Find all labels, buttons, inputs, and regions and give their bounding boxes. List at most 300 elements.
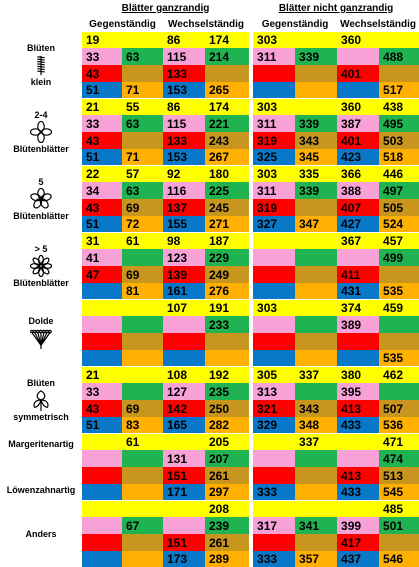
key-cell [163, 316, 205, 333]
key-cell: 33 [82, 383, 122, 400]
key-cell: 47 [82, 266, 122, 283]
key-cell: 427 [337, 216, 379, 232]
key-cell: 245 [205, 199, 249, 216]
key-cell: 43 [82, 65, 122, 82]
key-cell [122, 450, 163, 467]
key-cell: 221 [205, 115, 249, 132]
key-cell: 235 [205, 383, 249, 400]
key-cell: 261 [205, 467, 249, 484]
table-row [0, 501, 419, 517]
key-cell: 313 [253, 383, 295, 400]
key-cell [122, 467, 163, 484]
key-cell: 389 [337, 316, 379, 333]
key-cell [379, 266, 419, 283]
key-cell: 311 [253, 182, 295, 199]
row-header-title: 5 [0, 177, 82, 187]
key-cell: 205 [205, 434, 249, 450]
key-cell: 499 [379, 249, 419, 266]
subheader-alternate-2: Wechselständig [337, 16, 419, 32]
key-cell [122, 32, 163, 48]
key-cell: 388 [337, 182, 379, 199]
key-cell [295, 350, 337, 366]
row-header [0, 166, 82, 232]
key-cell [253, 65, 295, 82]
key-cell: 462 [379, 367, 419, 383]
key-cell: 282 [205, 417, 249, 433]
key-cell: 333 [253, 551, 295, 567]
key-cell: 115 [163, 48, 205, 65]
key-cell: 457 [379, 233, 419, 249]
key-cell [205, 65, 249, 82]
many-petal-flower-icon [30, 255, 52, 277]
key-cell: 417 [337, 534, 379, 551]
key-cell: 374 [337, 300, 379, 316]
key-cell: 51 [82, 149, 122, 165]
corner-cell-2 [0, 16, 82, 32]
key-cell [295, 249, 337, 266]
key-cell: 305 [253, 367, 295, 383]
key-cell: 431 [337, 283, 379, 299]
row-header [0, 501, 82, 567]
key-cell: 433 [337, 417, 379, 433]
key-cell: 507 [379, 400, 419, 417]
key-cell [253, 333, 295, 350]
table-row [0, 233, 419, 249]
key-cell: 517 [379, 82, 419, 98]
key-cell: 139 [163, 266, 205, 283]
key-cell: 513 [379, 467, 419, 484]
key-cell: 131 [163, 450, 205, 467]
key-cell [295, 501, 337, 517]
key-cell: 233 [205, 316, 249, 333]
key-cell: 433 [337, 484, 379, 500]
key-cell: 173 [163, 551, 205, 567]
key-cell: 311 [253, 48, 295, 65]
key-cell: 343 [295, 132, 337, 149]
key-cell: 67 [122, 517, 163, 534]
key-cell [205, 333, 249, 350]
key-cell [122, 534, 163, 551]
key-cell [295, 233, 337, 249]
key-cell: 187 [205, 233, 249, 249]
key-cell: 180 [205, 166, 249, 182]
table-row [0, 300, 419, 316]
key-cell: 471 [379, 434, 419, 450]
key-cell [122, 316, 163, 333]
key-cell: 265 [205, 82, 249, 98]
key-cell [337, 434, 379, 450]
key-cell: 41 [82, 249, 122, 266]
key-cell: 243 [205, 132, 249, 149]
key-cell [295, 383, 337, 400]
key-cell: 123 [163, 249, 205, 266]
row-header-title: Margeritenartig [0, 439, 82, 449]
key-cell [205, 350, 249, 366]
key-cell: 98 [163, 233, 205, 249]
key-cell: 321 [253, 400, 295, 417]
key-cell: 174 [205, 99, 249, 115]
key-cell [379, 316, 419, 333]
key-cell: 395 [337, 383, 379, 400]
key-cell: 317 [253, 517, 295, 534]
key-cell: 546 [379, 551, 419, 567]
key-cell: 311 [253, 115, 295, 132]
key-cell [295, 99, 337, 115]
key-cell: 366 [337, 166, 379, 182]
key-cell [253, 450, 295, 467]
key-cell [163, 517, 205, 534]
key-cell: 43 [82, 132, 122, 149]
row-header-subtitle: klein [0, 77, 82, 87]
key-cell [295, 467, 337, 484]
key-cell: 380 [337, 367, 379, 383]
key-cell: 488 [379, 48, 419, 65]
key-cell: 333 [253, 484, 295, 500]
key-cell: 208 [205, 501, 249, 517]
table-row [0, 166, 419, 182]
key-cell [379, 32, 419, 48]
key-cell [253, 467, 295, 484]
key-cell: 133 [163, 132, 205, 149]
key-cell: 303 [253, 99, 295, 115]
key-cell: 57 [122, 166, 163, 182]
row-header-subtitle: Blütenblätter [0, 211, 82, 221]
table-row [0, 367, 419, 383]
row-header-title: Dolde [0, 316, 82, 326]
key-cell: 151 [163, 534, 205, 551]
key-cell: 339 [295, 182, 337, 199]
key-cell [82, 484, 122, 500]
key-cell: 401 [337, 132, 379, 149]
key-cell [337, 82, 379, 98]
table-row [0, 99, 419, 115]
key-cell [82, 300, 122, 316]
key-cell: 536 [379, 417, 419, 433]
row-header [0, 32, 82, 98]
key-cell: 329 [253, 417, 295, 433]
key-cell: 503 [379, 132, 419, 149]
key-cell: 21 [82, 367, 122, 383]
four-petal-flower-icon [30, 121, 52, 143]
key-cell: 360 [337, 32, 379, 48]
key-cell [253, 434, 295, 450]
key-cell [82, 316, 122, 333]
key-cell: 239 [205, 517, 249, 534]
subheader-opposite-2: Gegenständig [253, 16, 337, 32]
key-cell: 55 [122, 99, 163, 115]
row-header-subtitle: symmetrisch [0, 412, 82, 422]
key-cell: 69 [122, 400, 163, 417]
key-cell: 207 [205, 450, 249, 467]
key-cell: 107 [163, 300, 205, 316]
row-header-title: Anders [0, 529, 82, 539]
key-cell [163, 350, 205, 366]
key-cell [337, 501, 379, 517]
key-cell: 191 [205, 300, 249, 316]
five-petal-flower-icon [30, 188, 52, 210]
key-cell: 535 [379, 283, 419, 299]
key-cell [122, 350, 163, 366]
key-cell [295, 484, 337, 500]
key-cell: 357 [295, 551, 337, 567]
key-cell [295, 82, 337, 98]
key-cell [337, 350, 379, 366]
key-cell [337, 48, 379, 65]
key-cell [163, 501, 205, 517]
key-cell: 303 [253, 166, 295, 182]
key-cell: 51 [82, 216, 122, 232]
key-cell [253, 283, 295, 299]
key-cell: 348 [295, 417, 337, 433]
key-cell: 192 [205, 367, 249, 383]
row-header [0, 99, 82, 165]
key-cell [295, 300, 337, 316]
table-row [0, 32, 419, 48]
row-header-title: > 5 [0, 244, 82, 254]
key-cell: 297 [205, 484, 249, 500]
key-cell [82, 467, 122, 484]
key-cell [295, 316, 337, 333]
key-cell [379, 383, 419, 400]
key-cell [295, 534, 337, 551]
key-cell: 497 [379, 182, 419, 199]
key-cell: 81 [122, 283, 163, 299]
key-cell: 339 [295, 48, 337, 65]
key-cell: 83 [122, 417, 163, 433]
row-header-subtitle: Löwenzahnartig [0, 485, 82, 495]
key-cell: 267 [205, 149, 249, 165]
key-cell [82, 283, 122, 299]
key-cell: 387 [337, 115, 379, 132]
row-header-title: 2-4 [0, 110, 82, 120]
key-cell [295, 199, 337, 216]
key-cell: 19 [82, 32, 122, 48]
key-cell [82, 350, 122, 366]
key-cell: 501 [379, 517, 419, 534]
key-cell [122, 383, 163, 400]
key-cell: 345 [295, 149, 337, 165]
key-cell: 339 [295, 115, 337, 132]
key-cell [337, 333, 379, 350]
key-cell: 535 [379, 350, 419, 366]
key-cell: 161 [163, 283, 205, 299]
key-cell: 411 [337, 266, 379, 283]
key-cell: 474 [379, 450, 419, 467]
key-cell [337, 450, 379, 467]
key-cell [379, 534, 419, 551]
key-cell [253, 266, 295, 283]
key-cell: 21 [82, 99, 122, 115]
key-cell: 116 [163, 182, 205, 199]
key-cell [295, 266, 337, 283]
key-cell [163, 434, 205, 450]
key-cell [163, 333, 205, 350]
key-cell [82, 450, 122, 467]
key-cell: 63 [122, 182, 163, 199]
subheader-opposite-1: Gegenständig [82, 16, 163, 32]
subheader-alternate-1: Wechselständig [163, 16, 249, 32]
key-cell [337, 249, 379, 266]
key-cell: 165 [163, 417, 205, 433]
key-cell: 151 [163, 467, 205, 484]
key-cell: 63 [122, 48, 163, 65]
key-cell: 337 [295, 367, 337, 383]
key-cell: 51 [82, 82, 122, 98]
key-cell [122, 333, 163, 350]
key-cell [82, 551, 122, 567]
key-cell: 71 [122, 82, 163, 98]
key-cell: 276 [205, 283, 249, 299]
table-row [0, 434, 419, 450]
key-cell: 43 [82, 199, 122, 216]
key-cell: 446 [379, 166, 419, 182]
key-cell: 22 [82, 166, 122, 182]
row-header-title: Blüten [0, 378, 82, 388]
key-cell [122, 551, 163, 567]
key-cell: 92 [163, 166, 205, 182]
symmetric-flower-icon [30, 389, 52, 411]
header-leaves-entire: Blätter ganzrandig [82, 0, 249, 16]
key-cell: 327 [253, 216, 295, 232]
key-cell: 343 [295, 400, 337, 417]
row-header [0, 367, 82, 433]
key-cell: 423 [337, 149, 379, 165]
key-cell: 413 [337, 467, 379, 484]
header-leaves-not-entire: Blätter nicht ganzrandig [253, 0, 419, 16]
umbel-icon [30, 327, 52, 349]
corner-cell [0, 0, 82, 16]
key-cell: 61 [122, 233, 163, 249]
key-cell: 367 [337, 233, 379, 249]
key-cell: 495 [379, 115, 419, 132]
key-cell [253, 233, 295, 249]
key-cell: 137 [163, 199, 205, 216]
key-cell: 33 [82, 115, 122, 132]
row-header [0, 300, 82, 366]
key-cell [379, 333, 419, 350]
key-cell: 437 [337, 551, 379, 567]
row-header-title: Blüten [0, 43, 82, 53]
key-cell: 341 [295, 517, 337, 534]
key-cell [253, 249, 295, 266]
key-cell [122, 501, 163, 517]
key-cell: 72 [122, 216, 163, 232]
small-flowers-icon [30, 54, 52, 76]
key-cell [122, 65, 163, 82]
key-cell: 115 [163, 115, 205, 132]
key-cell [122, 249, 163, 266]
key-cell [253, 350, 295, 366]
key-cell: 86 [163, 32, 205, 48]
key-cell: 289 [205, 551, 249, 567]
key-cell: 155 [163, 216, 205, 232]
row-header-subtitle: Blütenblätter [0, 278, 82, 288]
key-cell: 347 [295, 216, 337, 232]
key-cell: 505 [379, 199, 419, 216]
key-cell [82, 434, 122, 450]
key-cell: 249 [205, 266, 249, 283]
key-cell: 335 [295, 166, 337, 182]
key-cell: 69 [122, 199, 163, 216]
row-header-subtitle: Blütenblätter [0, 144, 82, 154]
key-cell: 133 [163, 65, 205, 82]
key-cell: 31 [82, 233, 122, 249]
key-cell: 86 [163, 99, 205, 115]
key-cell: 174 [205, 32, 249, 48]
key-cell: 71 [122, 149, 163, 165]
key-cell: 401 [337, 65, 379, 82]
key-cell [295, 450, 337, 467]
key-cell: 214 [205, 48, 249, 65]
key-cell: 271 [205, 216, 249, 232]
key-cell: 319 [253, 199, 295, 216]
key-cell: 524 [379, 216, 419, 232]
key-cell [82, 333, 122, 350]
key-cell [379, 65, 419, 82]
key-cell: 33 [82, 48, 122, 65]
key-cell: 61 [122, 434, 163, 450]
key-cell [82, 501, 122, 517]
key-cell: 303 [253, 300, 295, 316]
key-cell: 438 [379, 99, 419, 115]
key-cell: 360 [337, 99, 379, 115]
key-cell [82, 534, 122, 551]
key-cell: 407 [337, 199, 379, 216]
key-cell [295, 32, 337, 48]
key-cell [253, 82, 295, 98]
key-cell: 108 [163, 367, 205, 383]
key-cell [82, 517, 122, 534]
key-cell: 153 [163, 82, 205, 98]
key-cell: 319 [253, 132, 295, 149]
row-header [0, 233, 82, 299]
key-cell [122, 484, 163, 500]
key-cell: 153 [163, 149, 205, 165]
key-cell: 518 [379, 149, 419, 165]
key-cell: 545 [379, 484, 419, 500]
key-cell [253, 501, 295, 517]
key-cell: 261 [205, 534, 249, 551]
key-cell [122, 132, 163, 149]
key-cell [253, 316, 295, 333]
key-cell: 337 [295, 434, 337, 450]
key-cell [253, 534, 295, 551]
key-cell [122, 300, 163, 316]
key-cell [122, 367, 163, 383]
key-cell: 229 [205, 249, 249, 266]
key-cell: 399 [337, 517, 379, 534]
key-cell: 127 [163, 383, 205, 400]
key-cell: 485 [379, 501, 419, 517]
key-cell: 43 [82, 400, 122, 417]
key-cell: 325 [253, 149, 295, 165]
key-cell: 69 [122, 266, 163, 283]
key-cell: 413 [337, 400, 379, 417]
key-cell [295, 65, 337, 82]
key-cell: 171 [163, 484, 205, 500]
key-cell: 63 [122, 115, 163, 132]
key-cell: 303 [253, 32, 295, 48]
key-cell: 34 [82, 182, 122, 199]
row-header [0, 434, 82, 500]
key-cell [295, 333, 337, 350]
key-cell: 250 [205, 400, 249, 417]
key-cell [295, 283, 337, 299]
key-cell: 51 [82, 417, 122, 433]
key-cell: 459 [379, 300, 419, 316]
key-cell: 142 [163, 400, 205, 417]
key-cell: 225 [205, 182, 249, 199]
